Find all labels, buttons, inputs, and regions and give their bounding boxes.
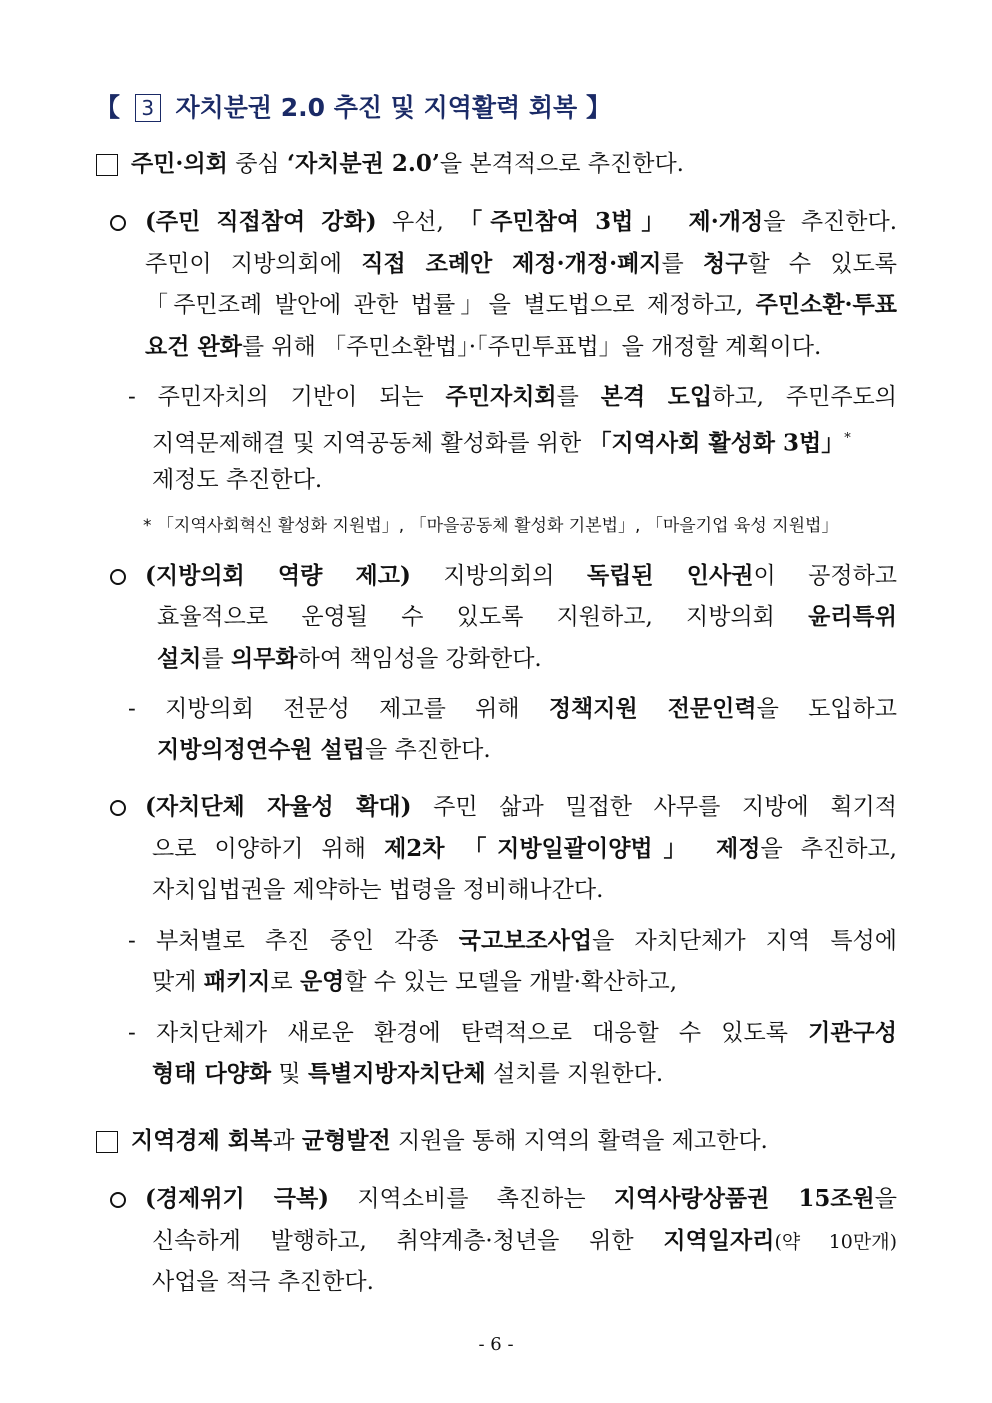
bold-text: 주민소환·투표 xyxy=(755,291,897,318)
text: 을 xyxy=(874,1186,897,1212)
text: 하여 책임성을 강화한다. xyxy=(297,646,542,672)
bold-text: 독립된 인사권 xyxy=(586,562,754,589)
bold-text: 「주민참여 3법」 제·개정 xyxy=(459,208,764,235)
heading-bold: ‘자치분권 2.0’ xyxy=(286,150,440,177)
bold-text: (지방의회 역량 제고) xyxy=(145,562,411,589)
bold-text: 특별지방자치단체 xyxy=(307,1060,486,1087)
circle-bullet-icon xyxy=(110,800,126,816)
bullet3-dash1-line2 xyxy=(152,967,677,997)
bullet1-dash-line3 xyxy=(152,465,322,495)
text: 부처별로 추진 중인 각종 xyxy=(155,928,459,954)
text: 을 추진한다. xyxy=(364,737,491,763)
text: 주민 삶과 밀접한 사무를 지방에 획기적 xyxy=(411,794,897,820)
text: 지역문제해결 및 지역공동체 활성화를 위한 xyxy=(152,430,589,457)
s2-bullet1-line1 xyxy=(145,1184,897,1214)
bold-text: 운영 xyxy=(299,968,345,995)
text: 하고, 주민주도의 xyxy=(712,384,897,410)
bullet2-line1 xyxy=(145,561,897,591)
bullet2-line3 xyxy=(157,644,542,674)
bold-text: 직접 조례안 제정·개정·폐지 xyxy=(361,250,662,277)
bold-text: 지역일자리 xyxy=(663,1227,775,1254)
text: 설치를 지원한다. xyxy=(485,1061,664,1087)
bold-text: 기관구성 xyxy=(808,1019,897,1046)
bullet1-dash-line2 xyxy=(152,424,851,459)
bullet1-line1 xyxy=(145,207,897,237)
text: 지방의회의 xyxy=(410,563,587,589)
text: 우선, xyxy=(376,209,460,235)
bullet1-line2 xyxy=(145,249,897,279)
heading-text: 을 본격적으로 추진한다. xyxy=(439,151,684,177)
bold-text: 본격 도입 xyxy=(600,383,713,410)
text: 을 추진한다. xyxy=(763,209,898,235)
dash-marker: - xyxy=(128,696,166,722)
text: 「주민조례 발안에 관한 법률」을 별도법으로 제정하고, xyxy=(145,292,756,318)
bold-text: 정책지원 전문인력 xyxy=(548,695,757,722)
bold-text: 청구 xyxy=(703,250,748,277)
circle-bullet-icon xyxy=(110,215,126,231)
bullet2-dash-line2 xyxy=(157,735,491,765)
bold-text: (경제위기 극복) xyxy=(145,1185,330,1212)
section2-heading xyxy=(131,1126,768,1156)
text: 신속하게 발행하고, 취약계층·청년을 위한 xyxy=(152,1228,664,1254)
text: 를 xyxy=(201,646,231,672)
dash-marker: - xyxy=(128,384,158,410)
checkbox-square-icon xyxy=(96,1131,118,1153)
bullet3-line3 xyxy=(152,875,603,905)
header-bracket-close: 】 xyxy=(585,93,611,122)
bold-text: 요건 완화 xyxy=(145,333,242,360)
text: 주민자치의 기반이 되는 xyxy=(157,384,446,410)
bold-text: 지방의정연수원 설립 xyxy=(157,736,365,763)
text: 를 xyxy=(661,251,703,277)
bold-text: 의무화 xyxy=(230,645,298,672)
bold-text: 「지역사회 활성화 3법」 xyxy=(588,429,845,457)
text: 을 도입하고 xyxy=(756,696,897,722)
text: 를 위해 「주민소환법」·「주민투표법」을 개정할 계획이다. xyxy=(241,334,822,360)
bullet1-line3 xyxy=(145,290,897,320)
text: 로 xyxy=(270,969,300,995)
circle-bullet-icon xyxy=(110,569,126,585)
section-header xyxy=(95,88,611,124)
bullet3-line2 xyxy=(152,834,897,864)
bold-text: 지역사랑상품권 15조원 xyxy=(613,1185,875,1212)
dash-marker: - xyxy=(128,1020,156,1046)
heading-bold: 주민·의회 xyxy=(131,150,228,177)
text: 을 자치단체가 지역 특성에 xyxy=(592,928,897,954)
bold-text: 패키지 xyxy=(203,968,271,995)
dash-marker: - xyxy=(128,928,156,954)
text: 주민이 지방의회에 xyxy=(145,251,362,277)
section1-heading xyxy=(131,149,684,179)
text: 과 xyxy=(272,1128,302,1154)
text: 으로 이양하기 위해 xyxy=(152,836,385,862)
bullet1-line4 xyxy=(145,332,821,362)
bold-text: 균형발전 xyxy=(301,1127,391,1154)
bullet3-dash1-line1 xyxy=(128,926,897,956)
checkbox-square-icon xyxy=(96,154,118,176)
section-title: 자치분권 2.0 추진 및 지역활력 회복 xyxy=(175,93,578,122)
bullet2-line2 xyxy=(157,602,897,632)
bold-text: 윤리특위 xyxy=(808,603,897,630)
text: 효율적으로 운영될 수 있도록 지원하고, 지방의회 xyxy=(157,604,809,630)
text: 자치입법권을 제약하는 법령을 정비해나간다. xyxy=(152,877,604,903)
text: 을 추진하고, xyxy=(760,836,897,862)
bold-text: 주민자치회 xyxy=(445,383,557,410)
bold-text: 지역경제 회복 xyxy=(131,1127,273,1154)
bold-text: 제2차 「지방일괄이양법」 제정 xyxy=(384,835,761,862)
s2-bullet1-line2 xyxy=(152,1226,897,1257)
text: 자치단체가 새로운 환경에 탄력적으로 대응할 수 있도록 xyxy=(155,1020,809,1046)
text: 제정도 추진한다. xyxy=(152,467,323,493)
header-bracket-open: 【 xyxy=(95,93,121,122)
footnote: * 「지역사회혁신 활성화 지원법」, 「마을공동체 활성화 기본법」, 「마을기업 육성 지원법」 xyxy=(143,516,839,536)
bold-text: 설치 xyxy=(157,645,202,672)
text: 를 xyxy=(556,384,601,410)
page-number: - 6 - xyxy=(478,1334,514,1355)
footnote-mark: * xyxy=(844,431,851,446)
bullet1-dash-line1 xyxy=(128,382,897,412)
bold-text: (주민 직접참여 강화) xyxy=(145,208,377,235)
section-number-box: 3 xyxy=(135,94,161,122)
text: 사업을 적극 추진한다. xyxy=(152,1269,374,1295)
bold-text: (자치단체 자율성 확대) xyxy=(145,793,412,820)
text: 맞게 xyxy=(152,969,204,995)
bullet2-dash-line1 xyxy=(128,694,897,724)
bold-text: 형태 다양화 xyxy=(152,1060,272,1087)
bold-text: 국고보조사업 xyxy=(458,927,593,954)
text: 지역소비를 촉진하는 xyxy=(329,1186,614,1212)
text: 지원을 통해 지역의 활력을 제고한다. xyxy=(390,1128,768,1154)
heading-text: 중심 xyxy=(227,151,287,177)
bullet3-dash2-line2 xyxy=(152,1059,663,1089)
circle-bullet-icon xyxy=(110,1192,126,1208)
s2-bullet1-line3 xyxy=(152,1267,374,1297)
text: 할 수 있도록 xyxy=(747,251,898,277)
bullet3-dash2-line1 xyxy=(128,1018,897,1048)
text: 할 수 있는 모델을 개발·확산하고, xyxy=(344,969,678,995)
text: 이 공정하고 xyxy=(753,563,898,589)
text: 및 xyxy=(271,1061,308,1087)
text: 지방의회 전문성 제고를 위해 xyxy=(165,696,549,722)
bullet3-line1 xyxy=(145,792,897,822)
text: (약 10만개) xyxy=(774,1231,898,1253)
